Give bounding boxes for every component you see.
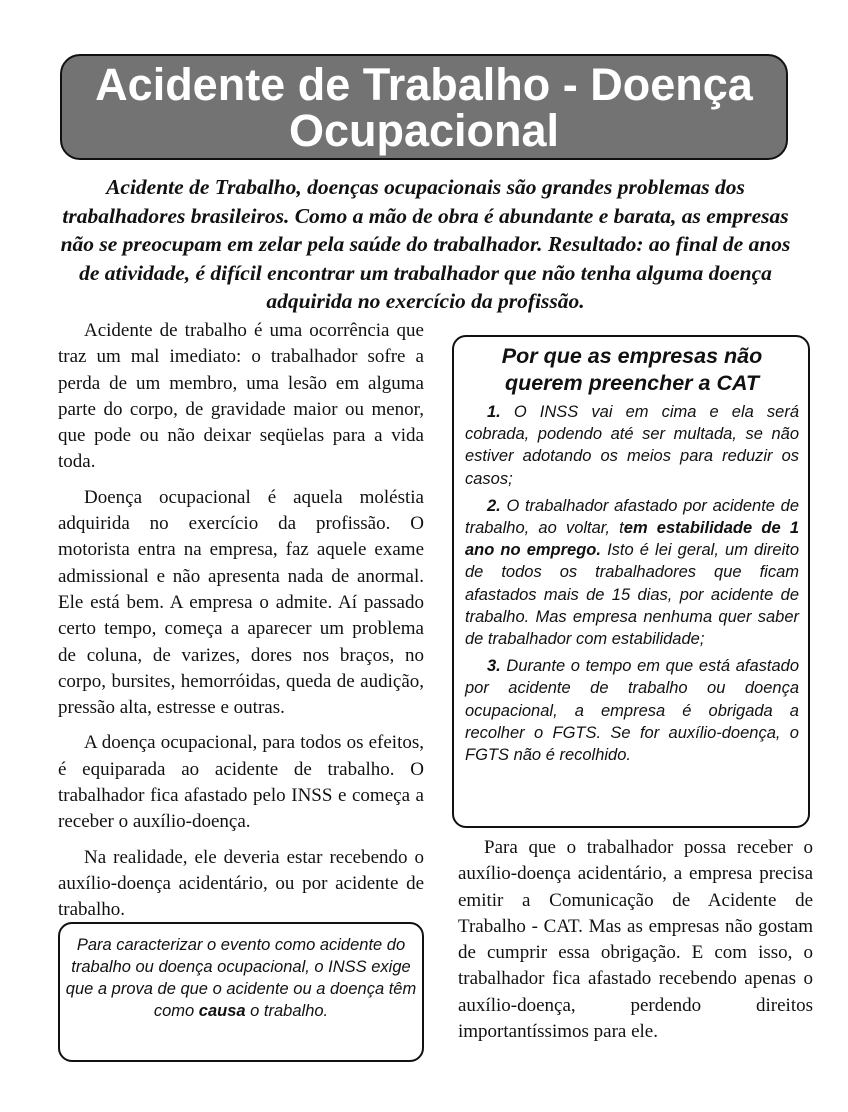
right-column	[458, 835, 813, 1054]
cat-box-title: Por que as empresas não querem preencher a CAT	[501, 344, 763, 395]
cat-item-3-text: Durante o tempo em que está afastado por acidente de trabalho ou doença ocupacional, a empresa é obrigada a recolher o FGTS. Se for auxílio-doença, o FGTS não é recolhido.	[465, 657, 799, 765]
left-column	[58, 318, 424, 933]
cat-item-2-number: 2.	[487, 496, 501, 515]
intro-paragraph: Acidente de Trabalho, doenças ocupacionais são grandes problemas dos trabalhadores brasileiros. Como a mão de obra é abundante e barata, as empresas não se preocupam em zelar pela saúde do trabalhador. Resultado: ao final de anos de atividade, é difícil encontrar um trabalhador que não tenha alguma doença adquirida no exercício da profissão.	[60, 175, 791, 313]
inss-note-box	[58, 922, 424, 1062]
right-paragraph-1: Para que o trabalhador possa receber o auxílio-doença acidentário, a empresa precisa emitir a Comunicação de Acidente de Trabalho - CAT. Mas as empresas não gostam de cumprir essa obrigação. E com isso, o trabalhador fica afastado recebendo apenas o auxílio-doença, perdendo direitos importantíssimos para ele.	[458, 837, 813, 1043]
cat-item-3	[465, 655, 799, 766]
left-paragraph-2: Doença ocupacional é aquela moléstia adquirida no exercício da profissão. O motorista entra na empresa, faz aquele exame admissional e não apresenta nada de anormal. Ele está bem. A empresa o admite. Aí passado certo tempo, começa a aparecer um problema de coluna, de varizes, dores nos braços, no corpo, bursites, hemorróidas, queda de audição, pressão alta, estresse e outras.	[58, 486, 424, 719]
page-title-banner	[60, 54, 788, 160]
cat-item-2-text-after: Isto é lei geral, um direito de todos os trabalhadores que ficam afastados mais de 15 dias, por acidente de trabalho. Mas empresa nenhuma quer saber de trabalhador com estabilidade;	[465, 541, 799, 649]
page-title-line-1: Acidente de Trabalho - Doença	[95, 59, 753, 110]
note-text-after: o trabalho.	[245, 1002, 329, 1020]
cat-item-1-text: O INSS vai em cima e ela será cobrada, podendo até ser multada, se não estiver adotando os meios para reduzir os casos;	[465, 403, 799, 488]
cat-item-2-bold: em estabilidade de 1 ano no emprego.	[465, 519, 799, 560]
cat-item-1	[465, 401, 799, 490]
cat-item-3-number: 3.	[487, 657, 501, 676]
left-paragraph-1: Acidente de trabalho é uma ocorrência que traz um mal imediato: o trabalhador sofre a perda de um membro, uma lesão em alguma parte do corpo, de gravidade maior ou menor, que pode ou não deixar seqüelas para a vida toda.	[58, 320, 424, 473]
note-text-before: Para caracterizar o evento como acidente do trabalho ou doença ocupacional, o INSS exige que a prova de que o acidente ou a doença têm como	[65, 936, 417, 1020]
cat-item-1-number: 1.	[487, 403, 501, 421]
left-paragraph-3: A doença ocupacional, para todos os efeitos, é equiparada ao acidente de trabalho. O trabalhador fica afastado pelo INSS e começa a receber o auxílio-doença.	[58, 732, 424, 833]
cat-item-2	[465, 495, 799, 650]
page-title-line-2: Ocupacional	[288, 105, 560, 156]
cat-sidebar-box	[452, 335, 810, 828]
left-paragraph-4: Na realidade, ele deveria estar recebendo o auxílio-doença acidentário, ou por acidente de trabalho.	[58, 846, 424, 921]
cat-item-2-text-before: O trabalhador afastado por acidente de trabalho, ao voltar, t	[465, 496, 799, 538]
note-emphasis: causa	[198, 1002, 246, 1020]
